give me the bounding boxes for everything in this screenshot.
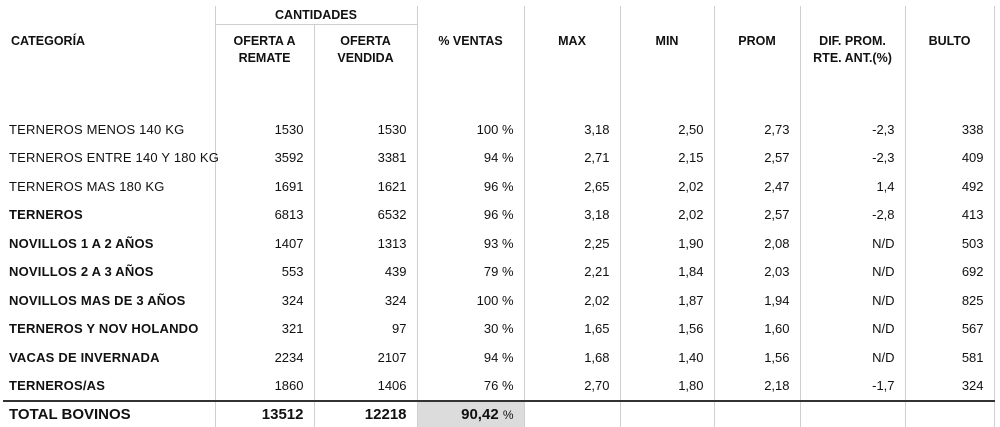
oferta-remate-cell: 3592 bbox=[215, 144, 314, 173]
header-dif-prom: DIF. PROM. RTE. ANT.(%) bbox=[800, 25, 905, 92]
prom-cell: 1,60 bbox=[714, 315, 800, 344]
table-row bbox=[3, 144, 994, 173]
max-cell: 1,68 bbox=[524, 343, 620, 372]
market-table bbox=[3, 6, 995, 427]
oferta-vendida-cell: 1621 bbox=[314, 172, 417, 201]
total-oferta-remate: 13512 bbox=[215, 401, 314, 427]
prom-cell: 2,57 bbox=[714, 201, 800, 230]
total-pct-value: 90,42 bbox=[461, 406, 499, 423]
oferta-vendida-cell: 324 bbox=[314, 286, 417, 315]
oferta-remate-cell: 1860 bbox=[215, 372, 314, 402]
min-cell: 1,90 bbox=[620, 229, 714, 258]
min-cell: 1,87 bbox=[620, 286, 714, 315]
bulto-cell: 567 bbox=[905, 315, 994, 344]
bulto-cell: 503 bbox=[905, 229, 994, 258]
max-cell: 2,02 bbox=[524, 286, 620, 315]
bulto-cell: 692 bbox=[905, 258, 994, 287]
prom-cell: 2,03 bbox=[714, 258, 800, 287]
category-cell: TERNEROS MENOS 140 KG bbox=[9, 121, 185, 137]
min-cell: 2,02 bbox=[620, 172, 714, 201]
category-cell: NOVILLOS MAS DE 3 AÑOS bbox=[9, 292, 186, 308]
header-min: MIN bbox=[620, 25, 714, 92]
prom-cell: 2,73 bbox=[714, 115, 800, 144]
bulto-cell: 825 bbox=[905, 286, 994, 315]
max-cell: 2,71 bbox=[524, 144, 620, 173]
prom-cell: 2,18 bbox=[714, 372, 800, 402]
pct-ventas-cell: 30 % bbox=[417, 315, 524, 344]
min-cell: 1,56 bbox=[620, 315, 714, 344]
min-cell: 2,02 bbox=[620, 201, 714, 230]
prom-cell: 2,47 bbox=[714, 172, 800, 201]
bulto-cell: 492 bbox=[905, 172, 994, 201]
category-cell: TERNEROS ENTRE 140 Y 180 KG bbox=[9, 150, 220, 166]
pct-ventas-cell: 94 % bbox=[417, 343, 524, 372]
pct-ventas-cell: 79 % bbox=[417, 258, 524, 287]
table-row bbox=[3, 315, 994, 344]
oferta-remate-cell: 6813 bbox=[215, 201, 314, 230]
oferta-vendida-cell: 97 bbox=[314, 315, 417, 344]
oferta-vendida-cell: 1313 bbox=[314, 229, 417, 258]
category-cell: NOVILLOS 1 A 2 AÑOS bbox=[9, 235, 154, 251]
spacer-row bbox=[3, 91, 994, 115]
pct-ventas-cell: 100 % bbox=[417, 286, 524, 315]
oferta-remate-cell: 1530 bbox=[215, 115, 314, 144]
total-oferta-vendida: 12218 bbox=[314, 401, 417, 427]
min-cell: 1,40 bbox=[620, 343, 714, 372]
prom-cell: 2,08 bbox=[714, 229, 800, 258]
bulto-cell: 324 bbox=[905, 372, 994, 402]
table-row bbox=[3, 343, 994, 372]
min-cell: 2,50 bbox=[620, 115, 714, 144]
bulto-cell: 413 bbox=[905, 201, 994, 230]
header-oferta-vendida: OFERTA VENDIDA bbox=[314, 25, 417, 92]
min-cell: 2,15 bbox=[620, 144, 714, 173]
header-max: MAX bbox=[524, 25, 620, 92]
bulto-cell: 581 bbox=[905, 343, 994, 372]
category-cell: TERNEROS/AS bbox=[9, 378, 106, 394]
prom-cell: 1,56 bbox=[714, 343, 800, 372]
max-cell: 3,18 bbox=[524, 115, 620, 144]
dif-prom-cell: N/D bbox=[800, 286, 905, 315]
oferta-vendida-cell: 439 bbox=[314, 258, 417, 287]
header-prom: PROM bbox=[714, 25, 800, 92]
table-row bbox=[3, 258, 994, 287]
max-cell: 2,65 bbox=[524, 172, 620, 201]
total-label: TOTAL BOVINOS bbox=[3, 401, 215, 427]
category-cell: TERNEROS MAS 180 KG bbox=[9, 178, 165, 194]
header-bulto: BULTO bbox=[905, 25, 994, 92]
max-cell: 3,18 bbox=[524, 201, 620, 230]
pct-ventas-cell: 100 % bbox=[417, 115, 524, 144]
max-cell: 1,65 bbox=[524, 315, 620, 344]
oferta-remate-cell: 2234 bbox=[215, 343, 314, 372]
oferta-remate-cell: 1407 bbox=[215, 229, 314, 258]
dif-prom-cell: -2,3 bbox=[800, 115, 905, 144]
pct-ventas-cell: 96 % bbox=[417, 201, 524, 230]
prom-cell: 2,57 bbox=[714, 144, 800, 173]
category-cell: TERNEROS Y NOV HOLANDO bbox=[9, 321, 199, 337]
oferta-vendida-cell: 3381 bbox=[314, 144, 417, 173]
cantidades-group-label: CANTIDADES bbox=[215, 6, 417, 25]
pct-ventas-cell: 96 % bbox=[417, 172, 524, 201]
table-row bbox=[3, 372, 994, 402]
dif-prom-cell: N/D bbox=[800, 315, 905, 344]
dif-prom-cell: -1,7 bbox=[800, 372, 905, 402]
min-cell: 1,84 bbox=[620, 258, 714, 287]
header-oferta-remate: OFERTA A REMATE bbox=[215, 25, 314, 92]
total-pct-unit: % bbox=[502, 408, 514, 422]
oferta-vendida-cell: 6532 bbox=[314, 201, 417, 230]
total-row bbox=[3, 401, 994, 427]
dif-prom-cell: N/D bbox=[800, 258, 905, 287]
bulto-cell: 338 bbox=[905, 115, 994, 144]
oferta-remate-cell: 321 bbox=[215, 315, 314, 344]
max-cell: 2,25 bbox=[524, 229, 620, 258]
prom-cell: 1,94 bbox=[714, 286, 800, 315]
dif-prom-cell: 1,4 bbox=[800, 172, 905, 201]
pct-ventas-cell: 76 % bbox=[417, 372, 524, 402]
dif-prom-cell: -2,8 bbox=[800, 201, 905, 230]
oferta-vendida-cell: 2107 bbox=[314, 343, 417, 372]
total-pct-ventas bbox=[417, 401, 524, 427]
table-row bbox=[3, 286, 994, 315]
group-header-row bbox=[3, 6, 994, 25]
min-cell: 1,80 bbox=[620, 372, 714, 402]
dif-prom-cell: -2,3 bbox=[800, 144, 905, 173]
category-cell: NOVILLOS 2 A 3 AÑOS bbox=[9, 264, 154, 280]
dif-prom-cell: N/D bbox=[800, 343, 905, 372]
bulto-cell: 409 bbox=[905, 144, 994, 173]
oferta-remate-cell: 324 bbox=[215, 286, 314, 315]
max-cell: 2,70 bbox=[524, 372, 620, 402]
pct-ventas-cell: 93 % bbox=[417, 229, 524, 258]
dif-prom-cell: N/D bbox=[800, 229, 905, 258]
column-header-row bbox=[3, 25, 994, 92]
max-cell: 2,21 bbox=[524, 258, 620, 287]
oferta-vendida-cell: 1406 bbox=[314, 372, 417, 402]
header-categoria: CATEGORÍA bbox=[11, 33, 86, 48]
category-cell: TERNEROS bbox=[9, 207, 83, 223]
table-row bbox=[3, 115, 994, 144]
header-pct-ventas: % VENTAS bbox=[417, 25, 524, 92]
table-row bbox=[3, 229, 994, 258]
table-row bbox=[3, 201, 994, 230]
table-row bbox=[3, 172, 994, 201]
oferta-remate-cell: 553 bbox=[215, 258, 314, 287]
category-cell: VACAS DE INVERNADA bbox=[9, 349, 160, 365]
oferta-vendida-cell: 1530 bbox=[314, 115, 417, 144]
pct-ventas-cell: 94 % bbox=[417, 144, 524, 173]
oferta-remate-cell: 1691 bbox=[215, 172, 314, 201]
